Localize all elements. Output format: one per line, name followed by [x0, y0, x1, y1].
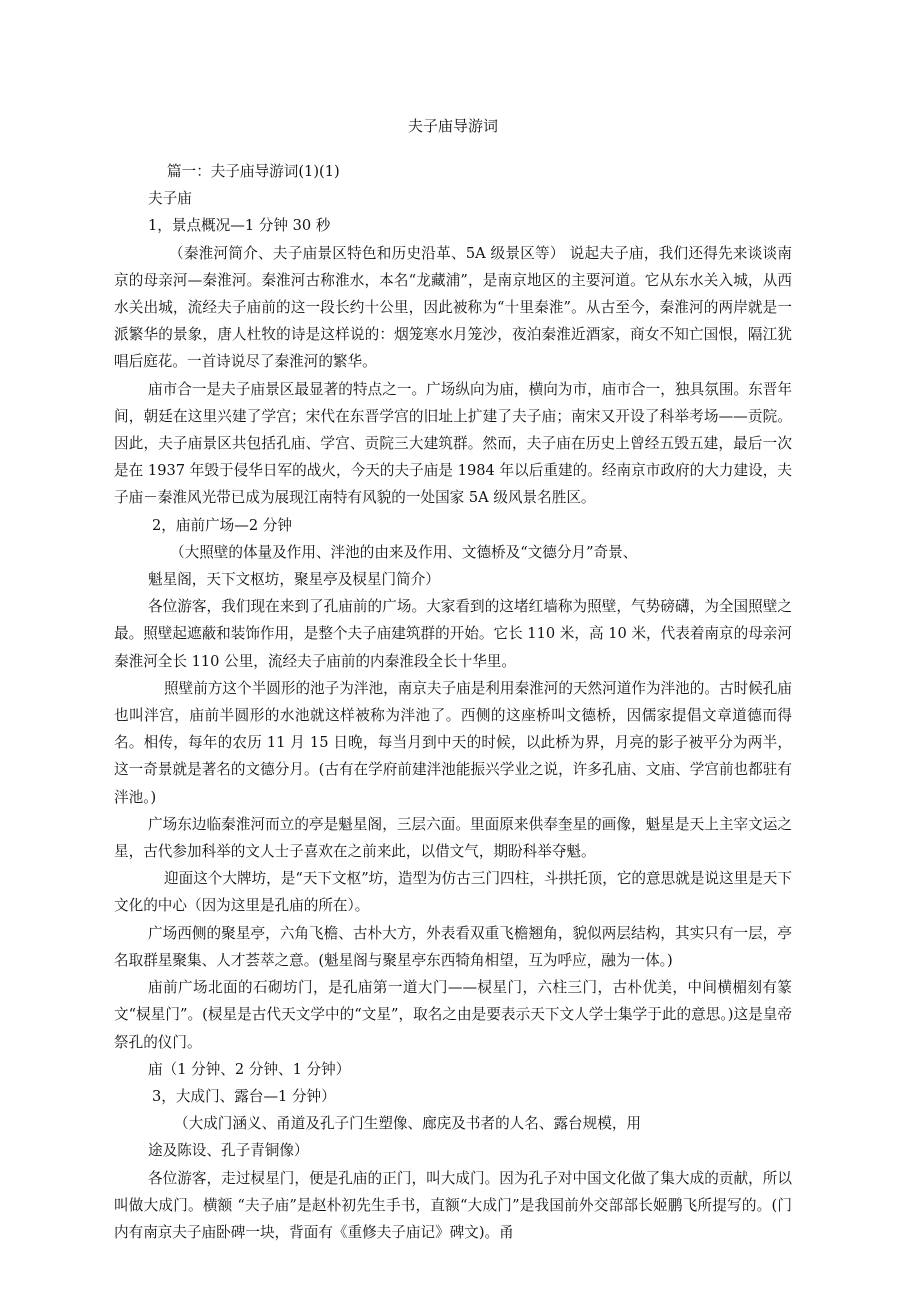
section-heading: 庙（1 分钟、2 分钟、1 分钟）	[148, 1060, 351, 1078]
paragraph: （秦淮河简介、夫子庙景区特色和历史沿革、5A 级景区等） 说起夫子庙，我们还得先来谈谈南京的母亲河—秦淮河。秦淮河古称淮水，本名“龙藏浦”，是南京地区的主要河道。它从东水关入城，从西水关出城，流经夫子庙前的这一段长约十公里，因此被称为“十里秦淮”。从古至今，秦淮河的两岸就是一派繁华的景象，唐人杜牧的诗是这样说的：烟笼寒水月笼沙，夜泊秦淮近酒家，商女不知亡国恨，隔江犹唱后庭花。一首诗说尽了秦淮河的繁华。	[114, 244, 792, 371]
paragraph: 广场东边临秦淮河而立的亭是魁星阁，三层六面。里面原来供奉奎星的画像，魁星是天上主宰文运之星，古代参加科举的文人士子喜欢在之前来此，以借文气，期盼科举夺魁。	[114, 815, 792, 861]
paragraph: 各位游客，我们现在来到了孔庙前的广场。大家看到的这堵红墙称为照壁，气势磅礴，为全国照壁之最。照壁起遮蔽和装饰作用，是整个夫子庙建筑群的开始。它长 110 米，高 10 米，代表着南京的母亲河秦淮河全长 110 公里，流经夫子庙前的内秦淮段全长十华里。	[114, 598, 792, 670]
paragraph: （大成门涵义、甬道及孔子门生塑像、廊庑及书者的人名、露台规模，用	[174, 1115, 642, 1133]
section-heading: 篇一：夫子庙导游词(1)(1)	[167, 163, 340, 180]
paragraph: 照壁前方这个半圆形的池子为泮池，南京夫子庙是利用秦淮河的天然河道作为泮池的。古时候孔庙也叫泮宫，庙前半圆形的水池就这样被称为泮池了。西侧的这座桥叫文德桥，因儒家提倡文章道德而得名。相传，每年的农历 11 月 15 日晚，每当月到中天的时候，以此桥为界，月亮的影子被平分为两半，这一奇景就是著名的文德分月。(古有在学府前建泮池能振兴学业之说，许多孔庙、文庙、学宫前也都驻有泮池。)	[114, 679, 792, 806]
paragraph: 庙市合一是夫子庙景区最显著的特点之一。广场纵向为庙，横向为市，庙市合一，独具氛围。东晋年间，朝廷在这里兴建了学宫；宋代在东晋学宫的旧址上扩建了夫子庙；南宋又开设了科举考场——贡院。因此，夫子庙景区共包括孔庙、学宫、贡院三大建筑群。然而，夫子庙在历史上曾经五毁五建，最后一次是在 1937 年毁于侵华日军的战火，今天的夫子庙是 1984 年以后重建的。经南京市政府的大力建设，夫子庙－秦淮风光带已成为展现江南特有风貌的一处国家 5A 级风景名胜区。	[114, 380, 792, 507]
paragraph: 魁星阁，天下文枢坊，聚星亭及棂星门简介）	[148, 571, 440, 589]
paragraph: 庙前广场北面的石砌坊门，是孔庙第一道大门——棂星门，六柱三门，古朴优美，中间横楣刻有篆文“棂星门”。(棂星是古代天文学中的“文星”，取名之由是要表示天下文人学士集学于此的意思。)这是皇帝祭孔的仪门。	[114, 979, 792, 1051]
paragraph: 迎面这个大牌坊，是“天下文枢”坊，造型为仿古三门四柱，斗拱托顶，它的意思就是说这里是天下文化的中心（因为这里是孔庙的所在）。	[114, 870, 792, 915]
section-heading: 1，景点概况—1 分钟 30 秒	[148, 217, 331, 235]
paragraph: 途及陈设、孔子青铜像）	[148, 1142, 309, 1160]
paragraph: （大照壁的体量及作用、泮池的由来及作用、文德桥及“文德分月”奇景、	[170, 543, 638, 561]
document-body	[114, 158, 792, 1246]
section-heading: 2，庙前广场—2 分钟	[152, 516, 292, 534]
subheading: 夫子庙	[148, 190, 192, 208]
paragraph: 广场西侧的聚星亭，六角飞檐、古朴大方，外表看双重飞檐翘角，貌似两层结构，其实只有一层，亭名取群星聚集、人才荟萃之意。(魁星阁与聚星亭东西犄角相望，互为呼应，融为一体。)	[114, 924, 792, 969]
section-heading: 3，大成门、露台—1 分钟）	[152, 1087, 336, 1105]
paragraph: 各位游客，走过棂星门，便是孔庙的正门，叫大成门。因为孔子对中国文化做了集大成的贡献，所以叫做大成门。横额 “夫子庙”是赵朴初先生手书，直额“大成门”是我国前外交部部长姬鹏飞所提写的。(门内有南京夫子庙卧碑一块，背面有《重修夫子庙记》碑文)。甬	[114, 1169, 792, 1241]
document-title: 夫子庙导游词	[407, 117, 498, 135]
